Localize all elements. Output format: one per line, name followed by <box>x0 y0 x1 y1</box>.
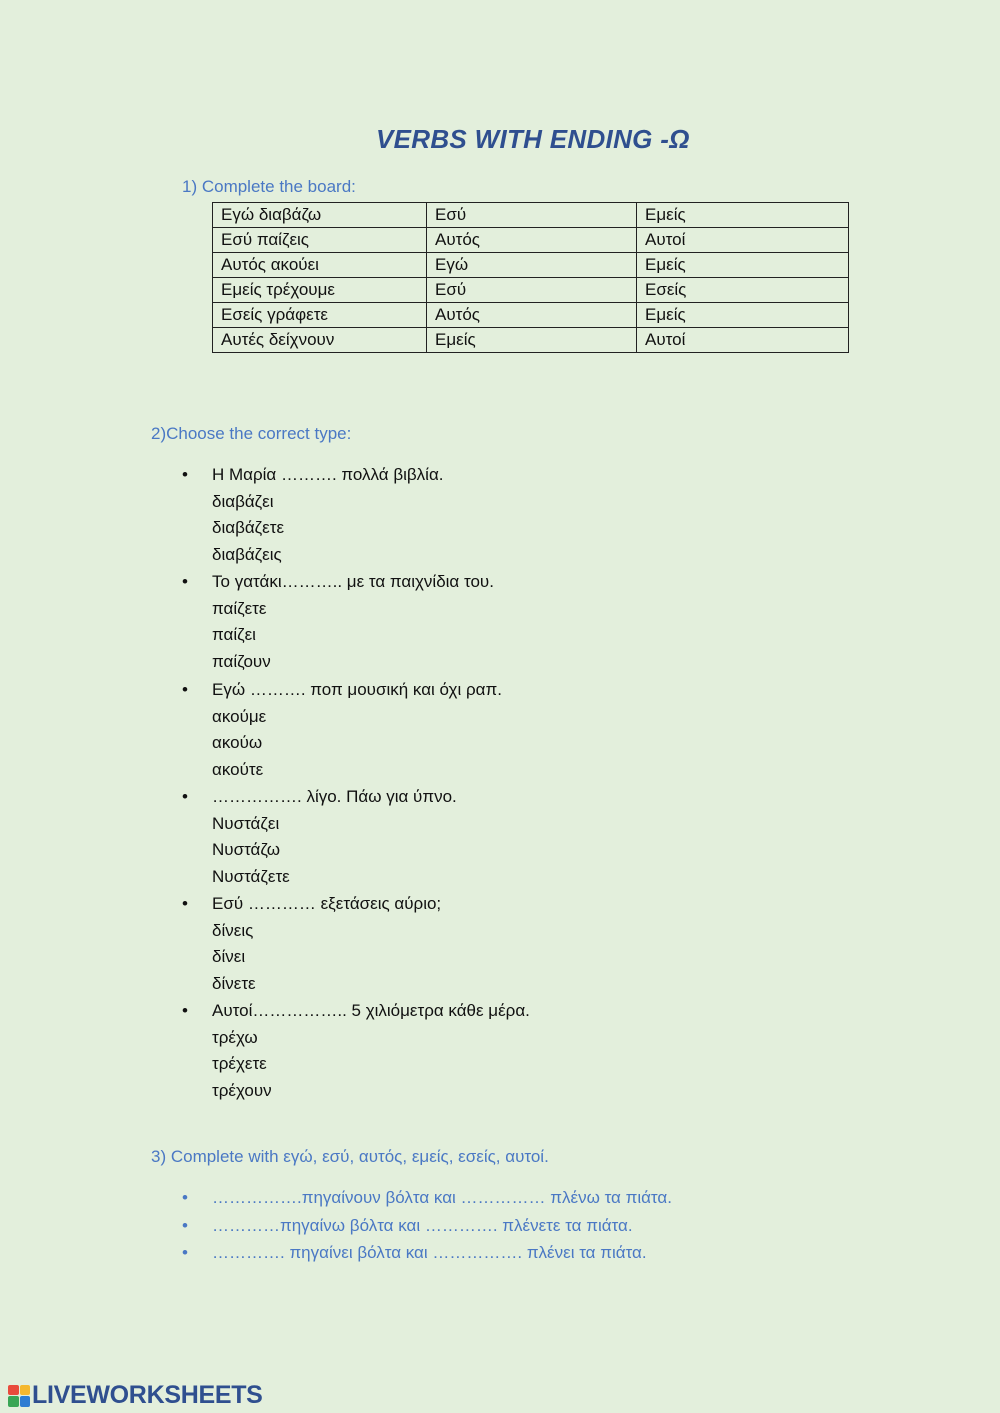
bullet-icon: • <box>182 787 188 806</box>
bullet-icon: • <box>182 1243 188 1262</box>
question-stem <box>182 998 530 1025</box>
sentence-text: …………πηγαίνω βόλτα και …………. πλένετε τα πιάτα. <box>212 1215 633 1235</box>
board-cell-given: Εγώ διαβάζω <box>213 203 427 228</box>
answer-option[interactable]: τρέχω <box>212 1027 258 1047</box>
board-cell-answer[interactable]: Αυτός <box>427 228 637 253</box>
board-cell-answer[interactable]: Αυτοί <box>637 228 849 253</box>
board-cell-given: Αυτές δείχνουν <box>213 328 427 353</box>
answer-option[interactable]: διαβάζετε <box>212 518 285 538</box>
liveworksheets-logo[interactable] <box>8 1381 263 1410</box>
logo-text: LIVEWORKSHEETS <box>32 1381 263 1409</box>
answer-option[interactable]: ακούτε <box>212 759 264 779</box>
answer-option[interactable]: Νυστάζω <box>212 840 280 860</box>
question-item <box>182 677 502 783</box>
board-row <box>213 203 849 228</box>
board-cell-given: Αυτός ακούει <box>213 253 427 278</box>
board-cell-answer[interactable]: Εμείς <box>637 303 849 328</box>
question-text: ……………. λίγο. Πάω για ύπνο. <box>212 787 457 806</box>
question-stem <box>182 677 502 704</box>
question-text: Εγώ ………. ποπ μουσική και όχι ραπ. <box>212 680 502 699</box>
board-cell-answer[interactable]: Εσείς <box>637 278 849 303</box>
section3-label: 3) Complete with εγώ, εσύ, αυτός, εμείς, εσείς, αυτοί. <box>151 1147 549 1166</box>
question-text: Το γατάκι……….. με τα παιχνίδια του. <box>212 572 494 591</box>
question-item <box>182 784 457 890</box>
fill-in-sentence[interactable] <box>182 1212 672 1240</box>
board-row <box>213 228 849 253</box>
bullet-icon: • <box>182 1215 188 1235</box>
section3-list <box>182 1184 672 1267</box>
question-stem <box>182 569 494 596</box>
answer-option[interactable]: παίζει <box>212 625 256 645</box>
answer-option[interactable]: Νυστάζει <box>212 813 280 833</box>
board-cell-answer[interactable]: Εμείς <box>637 253 849 278</box>
logo-icon <box>8 1385 30 1407</box>
answer-option[interactable]: Νυστάζετε <box>212 866 290 886</box>
fill-in-sentence[interactable] <box>182 1239 672 1267</box>
question-text: Αυτοί…………….. 5 χιλιόμετρα κάθε μέρα. <box>212 1001 530 1020</box>
bullet-icon: • <box>182 1188 188 1207</box>
bullet-icon: • <box>182 1001 188 1020</box>
board-row <box>213 328 849 353</box>
sentence-text: …………….πηγαίνουν βόλτα και …………… πλένω τα πιάτα. <box>212 1188 672 1207</box>
answer-option[interactable]: ακούω <box>212 733 263 753</box>
board-cell-given: Εσύ παίζεις <box>213 228 427 253</box>
fill-in-sentence[interactable] <box>182 1184 672 1212</box>
page-title: VERBS WITH ENDING -Ω <box>376 124 690 154</box>
sentence-text: …………. πηγαίνει βόλτα και ……………. πλένει τα πιάτα. <box>212 1243 647 1262</box>
board-cell-answer[interactable]: Εμείς <box>637 203 849 228</box>
question-item <box>182 569 494 675</box>
question-item <box>182 998 530 1104</box>
question-stem <box>182 784 457 811</box>
bullet-icon: • <box>182 894 188 913</box>
board-row <box>213 278 849 303</box>
answer-option[interactable]: τρέχετε <box>212 1054 267 1074</box>
board-cell-given: Εμείς τρέχουμε <box>213 278 427 303</box>
question-text: Εσύ ………… εξετάσεις αύριο; <box>212 894 442 913</box>
board-cell-answer[interactable]: Εμείς <box>427 328 637 353</box>
question-stem <box>182 462 444 489</box>
answer-option[interactable]: δίνει <box>212 947 246 967</box>
board-cell-answer[interactable]: Εσύ <box>427 203 637 228</box>
board-row <box>213 303 849 328</box>
answer-option[interactable]: διαβάζεις <box>212 544 282 564</box>
bullet-icon: • <box>182 680 188 699</box>
question-stem <box>182 891 441 918</box>
answer-option[interactable]: ακούμε <box>212 706 267 726</box>
answer-option[interactable]: τρέχουν <box>212 1080 272 1100</box>
question-text: Η Μαρία ………. πολλά βιβλία. <box>212 465 444 484</box>
board-cell-given: Εσείς γράφετε <box>213 303 427 328</box>
board-row <box>213 253 849 278</box>
answer-option[interactable]: διαβάζει <box>212 491 274 511</box>
question-item <box>182 462 444 568</box>
answer-option[interactable]: δίνεις <box>212 920 254 940</box>
section2-label: 2)Choose the correct type: <box>151 424 352 443</box>
question-item <box>182 891 441 997</box>
answer-option[interactable]: παίζετε <box>212 598 267 618</box>
section1-label: 1) Complete the board: <box>182 177 356 196</box>
answer-option[interactable]: δίνετε <box>212 973 256 993</box>
board-cell-answer[interactable]: Εγώ <box>427 253 637 278</box>
board-cell-answer[interactable]: Αυτοί <box>637 328 849 353</box>
board-cell-answer[interactable]: Εσύ <box>427 278 637 303</box>
board-cell-answer[interactable]: Αυτός <box>427 303 637 328</box>
answer-option[interactable]: παίζουν <box>212 651 271 671</box>
conjugation-board <box>212 202 849 353</box>
bullet-icon: • <box>182 465 188 484</box>
bullet-icon: • <box>182 572 188 591</box>
